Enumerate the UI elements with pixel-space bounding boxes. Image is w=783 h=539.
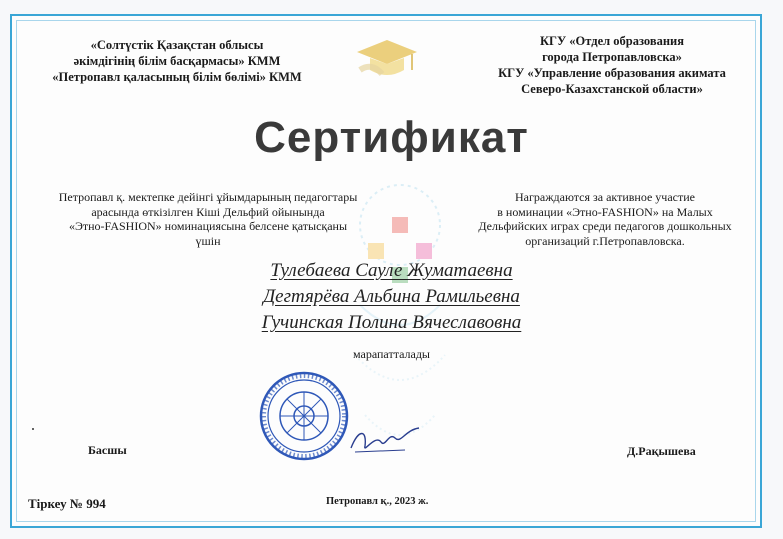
signature-icon	[345, 420, 425, 460]
header-left-line: «Петропавл қаласының білім бөлімі» КММ	[52, 70, 302, 84]
certificate-title: Сертификат	[254, 113, 529, 162]
header-left-line: «Солтүстік Қазақстан облысы	[90, 38, 264, 52]
registration-number: Тіркеу № 994	[28, 496, 106, 511]
head-label: Басшы	[88, 443, 127, 457]
official-seal-icon	[258, 370, 350, 462]
header-right-line: Северо-Казахстанской области»	[521, 82, 703, 96]
header-right-line: КГУ «Управление образования акимата	[498, 66, 726, 80]
description-russian-line: организаций г.Петропавловска.	[525, 233, 685, 248]
stray-dot	[32, 428, 34, 430]
header-right-line: города Петропавловска»	[542, 50, 682, 64]
header-right	[472, 33, 752, 97]
description-kazakh	[38, 190, 378, 248]
description-kazakh-line: үшін	[195, 233, 221, 248]
recipient-name: Дегтярёва Альбина Рамильевна	[263, 286, 520, 307]
recipient-name: Гучинская Полина Вячеславовна	[261, 312, 522, 333]
recipient-name: Тулебаева Сауле Жуматаевна	[270, 260, 513, 281]
graduation-cap-icon	[352, 30, 422, 85]
description-russian-line: Награждаются за активное участие	[515, 190, 695, 204]
header-left-line: әкімдігінің білім басқармасы» КММ	[73, 54, 281, 68]
description-kazakh-line: арасында өткізілген Кіші Дельфий ойынында	[91, 204, 325, 219]
header-left	[42, 37, 312, 85]
city-year: Петропавл қ., 2023 ж.	[326, 496, 429, 507]
recipient-list	[0, 258, 783, 336]
description-russian-line: в номинации «Этно-FASHION» на Малых	[497, 204, 713, 219]
description-kazakh-line: Петропавл қ. мектепке дейінгі ұйымдарының педагогтары	[58, 190, 358, 204]
description-russian-line: Дельфийских играх среди педагогов дошкольных	[478, 219, 732, 233]
director-name: Д.Рақышева	[627, 444, 696, 458]
awarded-label: марапатталады	[353, 347, 430, 361]
header-right-line: КГУ «Отдел образования	[539, 34, 685, 48]
description-kazakh-line: «Этно-FASHION» номинациясына белсене қатысқаны	[68, 219, 348, 233]
description-russian	[455, 190, 755, 248]
